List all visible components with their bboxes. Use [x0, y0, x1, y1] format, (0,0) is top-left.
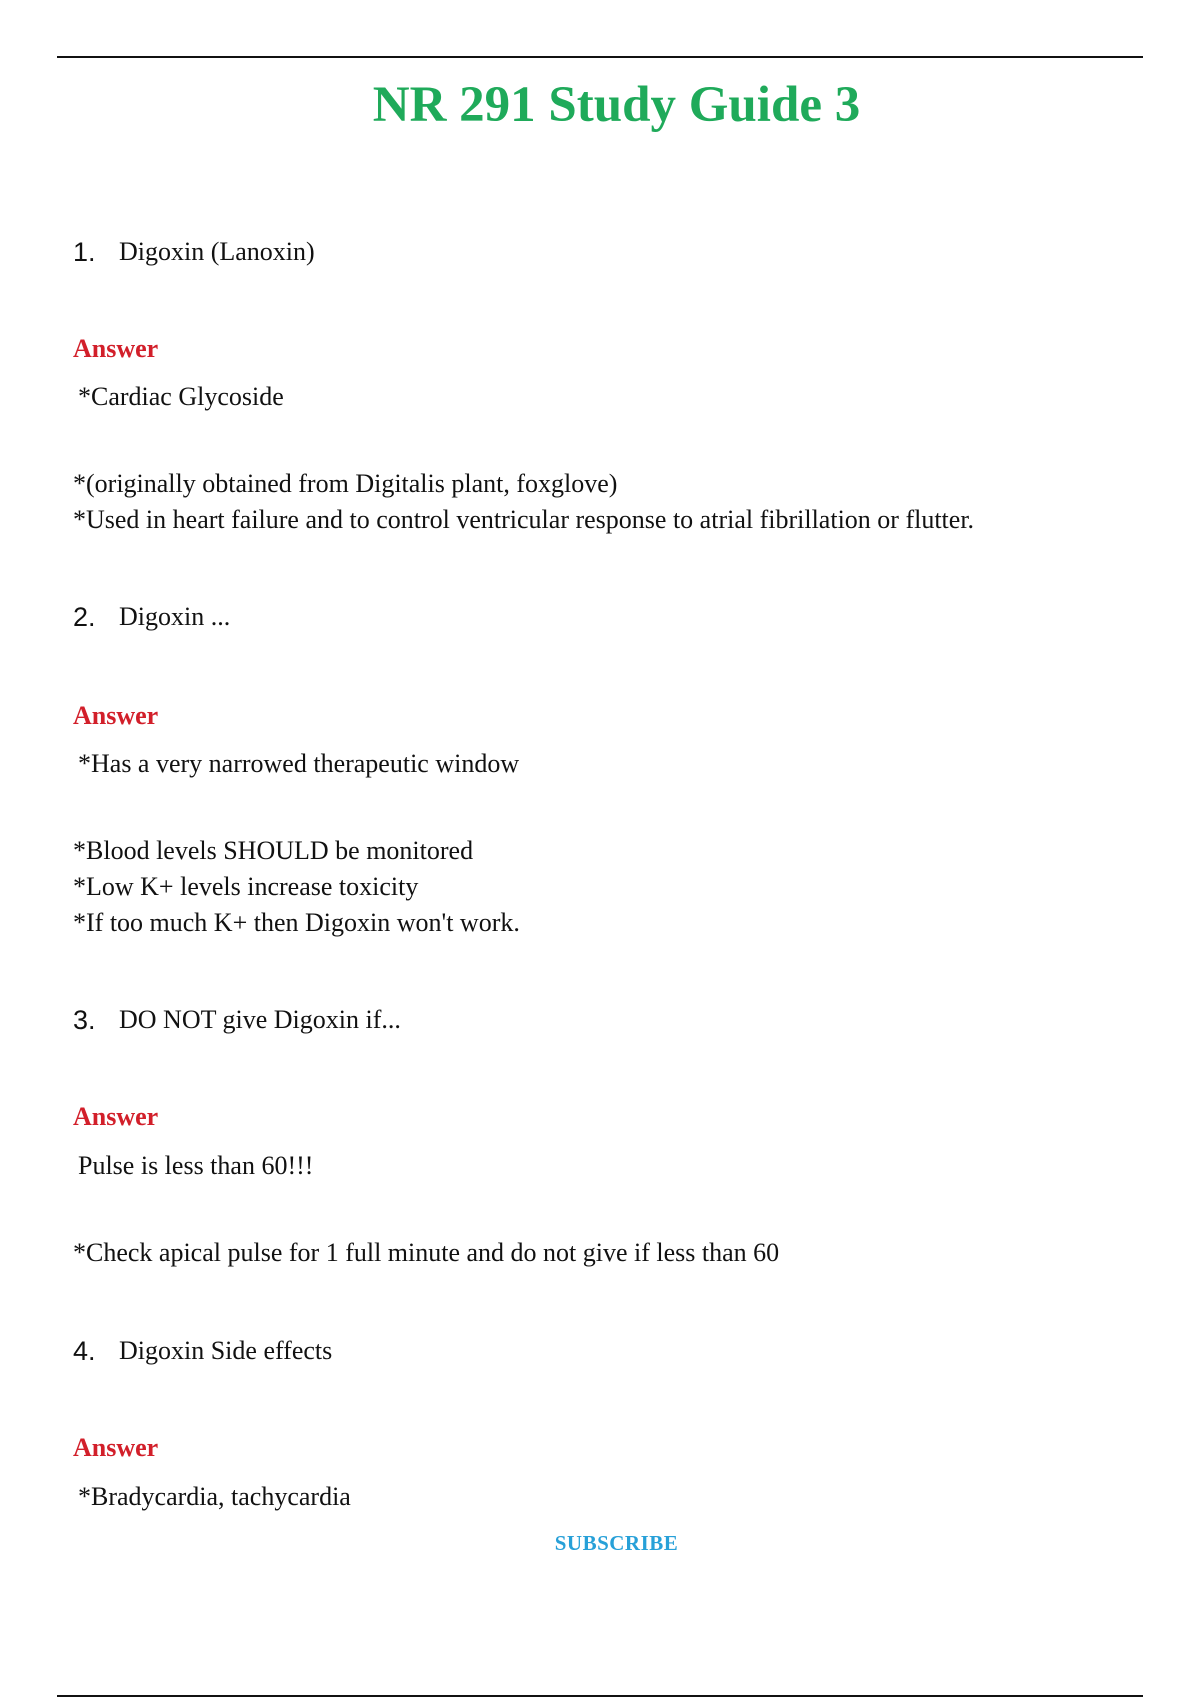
- answer-details: [73, 833, 520, 941]
- answer-label: Answer: [73, 334, 159, 363]
- answer-label: Answer: [73, 701, 159, 730]
- question-number: 3.: [73, 1005, 96, 1035]
- answer-label: Answer: [73, 1433, 159, 1462]
- question-number: 1.: [73, 237, 96, 267]
- detail-line: *Check apical pulse for 1 full minute and do not give if less than 60: [73, 1238, 780, 1267]
- question-text: Digoxin (Lanoxin): [119, 237, 315, 266]
- detail-line: *Used in heart failure and to control ventricular response to atrial fibrillation or flutter.: [73, 505, 975, 534]
- answer-details: [73, 1235, 779, 1271]
- answer-text: *Bradycardia, tachycardia: [78, 1482, 351, 1511]
- top-rule: [57, 56, 1143, 58]
- question-text: DO NOT give Digoxin if...: [119, 1005, 401, 1034]
- question-text: Digoxin Side effects: [119, 1336, 333, 1365]
- detail-line: *Low K+ levels increase toxicity: [73, 872, 419, 901]
- answer-text: Pulse is less than 60!!!: [78, 1151, 314, 1180]
- question-number: 4.: [73, 1336, 96, 1366]
- bottom-rule: [57, 1695, 1143, 1697]
- subscribe-link[interactable]: SUBSCRIBE: [554, 1531, 679, 1555]
- detail-line: *If too much K+ then Digoxin won't work.: [73, 908, 520, 937]
- answer-text: *Has a very narrowed therapeutic window: [78, 749, 520, 778]
- detail-line: *Blood levels SHOULD be monitored: [73, 836, 474, 865]
- detail-line: *(originally obtained from Digitalis plant, foxglove): [73, 469, 618, 498]
- question-text: Digoxin ...: [119, 602, 231, 631]
- document-title: NR 291 Study Guide 3: [372, 77, 861, 133]
- answer-details: [73, 466, 974, 538]
- question-number: 2.: [73, 602, 96, 632]
- answer-label: Answer: [73, 1102, 159, 1131]
- answer-text: *Cardiac Glycoside: [78, 382, 284, 411]
